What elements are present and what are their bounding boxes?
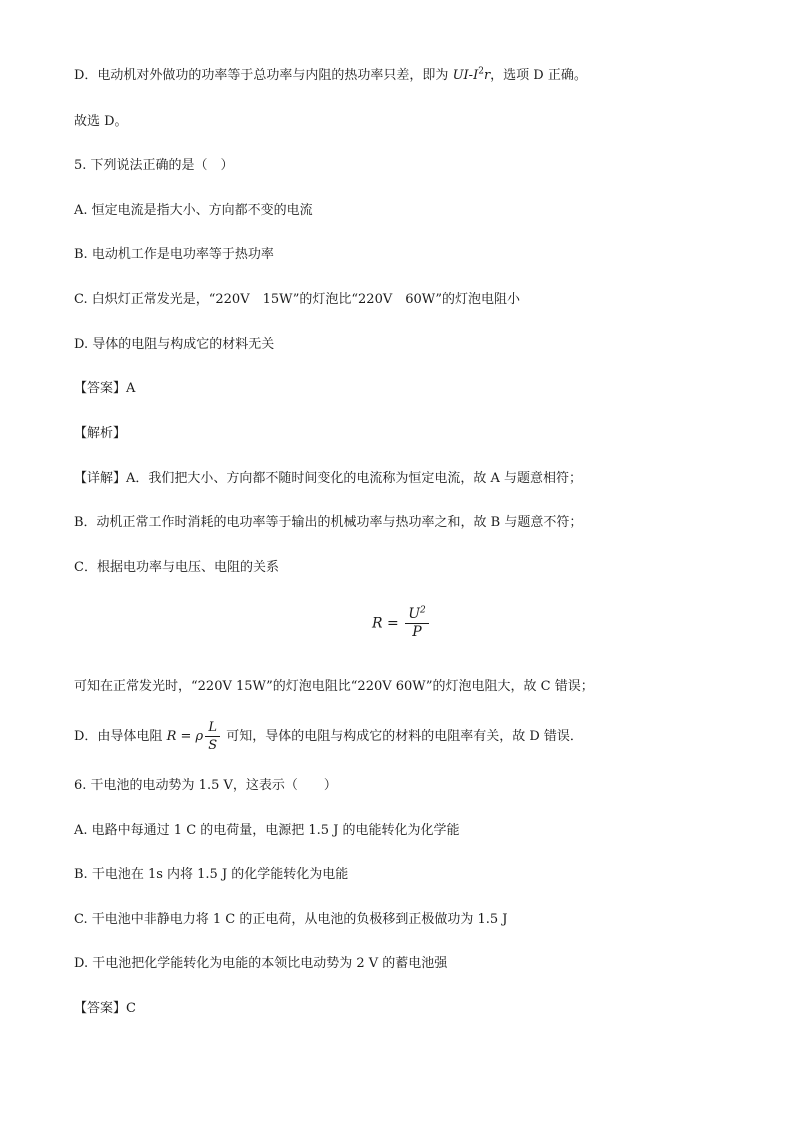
question-5-option-b: B. 电动机工作是电功率等于热功率: [74, 247, 274, 262]
text-line-d-conclusion: [74, 67, 587, 85]
analysis-5-c: C．根据电功率与电压、电阻的关系: [74, 560, 279, 575]
analysis-5-c-conclusion: 可知在正常发光时，“220V 15W”的灯泡电阻比“220V 60W”的灯泡电阻大，故 C 错误；: [74, 679, 594, 694]
analysis-5-heading: 【解析】: [74, 426, 127, 441]
question-5-option-c: C. 白炽灯正常发光是，“220V 15W”的灯泡比“220V 60W”的灯泡电阻小: [74, 292, 521, 307]
text-segment: D．电动机对外做功的功率等于总功率与内阻的热功率只差，即为: [74, 68, 453, 83]
math-equals: =: [382, 615, 404, 632]
question-6-title: 6. 干电池的电动势为 1.5 V，这表示（ ）: [74, 778, 337, 793]
question-6-option-c: C. 干电池中非静电力将 1 C 的正电荷，从电池的负极移到正极做功为 1.5 J: [74, 912, 508, 927]
question-6-option-d: D. 干电池把化学能转化为电能的本领比电动势为 2 V 的蓄电池强: [74, 956, 448, 971]
math-var: I: [473, 68, 479, 83]
math-var: R: [372, 615, 383, 632]
formula-power-resistance: [372, 606, 431, 641]
math-var: R: [166, 729, 177, 744]
math-superscript: 2: [478, 66, 484, 77]
math-op: -: [468, 68, 474, 83]
question-5-option-d: D. 导体的电阻与构成它的材料无关: [74, 337, 275, 352]
math-var: r: [483, 68, 491, 83]
fraction-numerator: [405, 606, 429, 624]
question-6-option-b: B. 干电池在 1s 内将 1.5 J 的化学能转化为电能: [74, 867, 349, 882]
fraction-numerator: L: [205, 719, 220, 737]
analysis-5-a: 【详解】A．我们把大小、方向都不随时间变化的电流称为恒定电流，故 A 与题意相符；: [74, 471, 583, 486]
answer-6: 【答案】C: [74, 1001, 136, 1016]
fraction: [205, 719, 220, 754]
fraction-denominator: P: [412, 624, 422, 640]
question-6-option-a: A. 电路中每通过 1 C 的电荷量，电源把 1.5 J 的电能转化为化学能: [74, 823, 460, 838]
answer-5: 【答案】A: [74, 381, 136, 396]
fraction-denominator: S: [208, 738, 218, 753]
math-var: UI: [452, 68, 469, 83]
math-var: U: [408, 606, 420, 622]
analysis-5-b: B．动机正常工作时消耗的电功率等于输出的机械功率与热功率之和，故 B 与题意不符；: [74, 515, 583, 530]
text-segment: ，选项 D 正确。: [490, 68, 587, 83]
text-line-choose-d: 故选 D。: [74, 114, 128, 129]
math-equals: =: [176, 729, 196, 744]
fraction: [405, 606, 429, 641]
question-5-title: 5. 下列说法正确的是（ ）: [74, 158, 234, 173]
math-superscript: 2: [420, 605, 426, 616]
analysis-5-d: [74, 718, 583, 756]
text-segment: D．由导体电阻: [74, 729, 167, 744]
text-segment: 可知，导体的电阻与构成它的材料的电阻率有关，故 D 错误．: [222, 729, 583, 744]
math-var: ρ: [195, 729, 204, 744]
question-5-option-a: A. 恒定电流是指大小、方向都不变的电流: [74, 203, 313, 218]
